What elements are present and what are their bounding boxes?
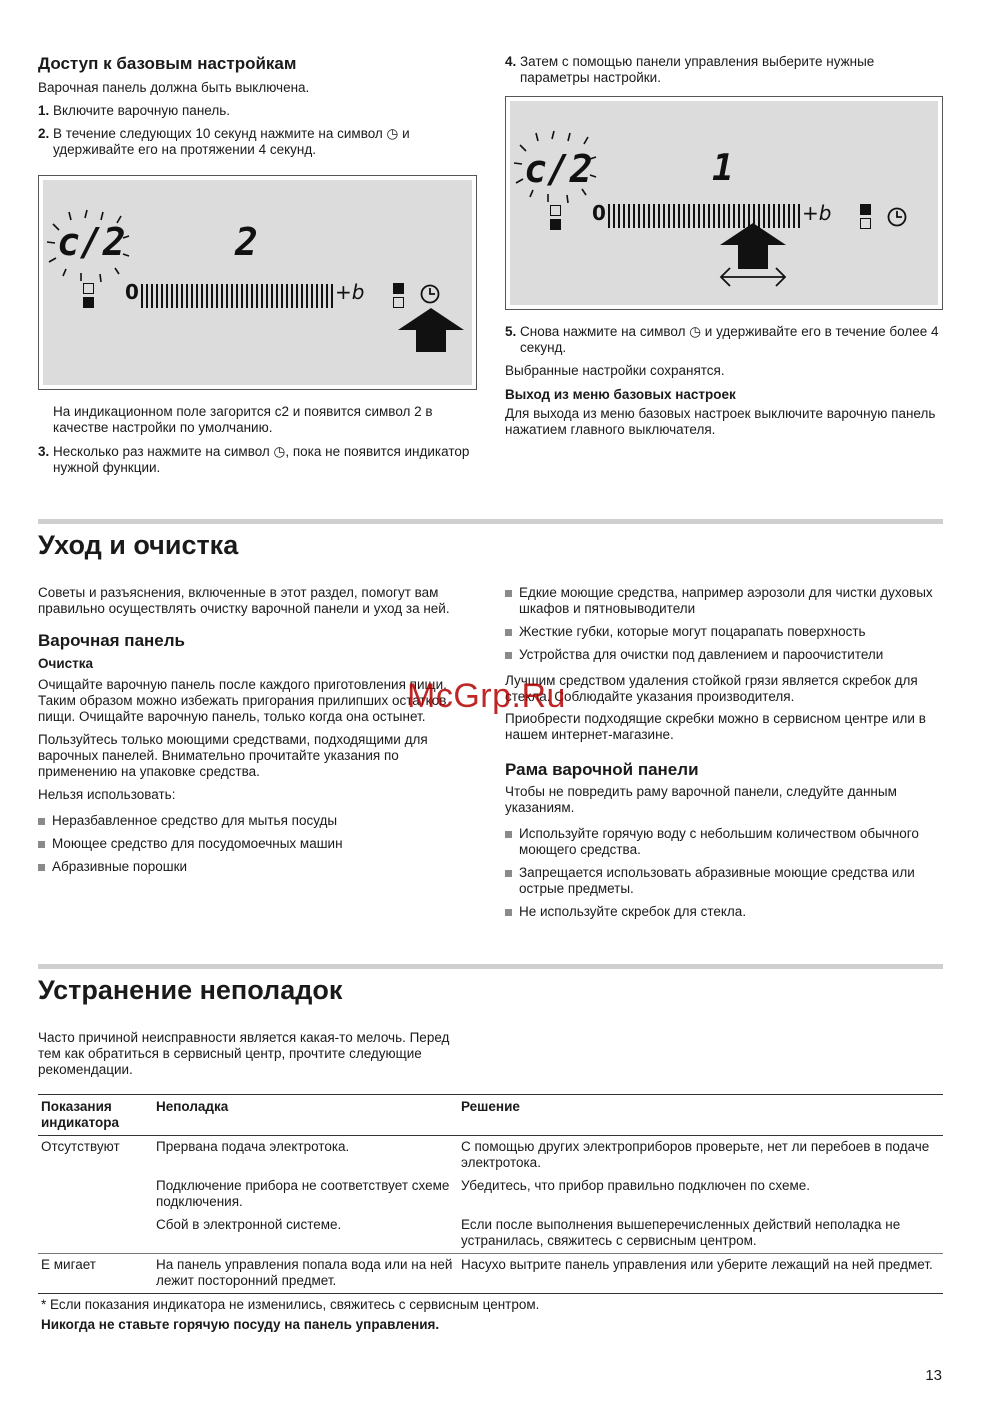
indicator-square-filled	[550, 219, 561, 230]
cell-solution: Если после выполнения вышеперечисленных действий неполадка не устранилась, свяжитесь с сервисным центром.	[461, 1217, 901, 1248]
timer-clock-icon[interactable]	[420, 284, 440, 304]
watermark: McGrp.Ru	[407, 677, 566, 715]
indicator-square-empty	[83, 283, 94, 294]
step-number: 3.	[38, 444, 50, 459]
display-setting-value: 1	[712, 148, 734, 189]
step-number: 5.	[505, 324, 517, 339]
bullet-square-icon	[38, 841, 45, 848]
header-solution: Решение	[461, 1099, 520, 1114]
bullet-square-icon	[505, 870, 512, 877]
display-setting-value: 2	[235, 220, 258, 264]
step-number: 4.	[505, 54, 517, 69]
step-4	[505, 54, 943, 93]
sec2-intro: Советы и разъяснения, включенные в этот раздел, помогут вам правильно осуществлять очистку варочной панели и уход за ней.	[38, 585, 450, 616]
sec2-left-column	[38, 585, 470, 882]
display-c-slash-2: c/2	[57, 220, 126, 264]
list-item-text: Используйте горячую воду с небольшим количеством обычного моющего средства.	[519, 826, 919, 857]
table-header-row	[38, 1095, 943, 1136]
slider-control[interactable]	[141, 284, 333, 308]
step-text: Включите варочную панель.	[53, 103, 230, 118]
settings-saved-text: Выбранные настройки сохранятся.	[505, 363, 725, 378]
display-c-slash-2: c/2	[524, 147, 593, 191]
cell-solution: Насухо вытрите панель управления или уберите лежащий на ней предмет.	[461, 1257, 933, 1272]
list-item	[505, 865, 943, 897]
troubleshooting-table	[38, 1094, 943, 1294]
table-row	[38, 1254, 943, 1294]
bullet-square-icon	[505, 831, 512, 838]
step-number: 2.	[38, 126, 50, 141]
control-panel-figure-2	[505, 96, 943, 310]
sec3-intro: Часто причиной неисправности является какая-то мелочь. Перед тем как обратиться в сервисный центр, прочтите следующие рекомендации.	[38, 1030, 450, 1077]
slider-zero-label: 0	[592, 201, 606, 225]
cell-fault: На панель управления попала вода или на ней лежит посторонний предмет.	[156, 1257, 453, 1288]
table-row	[38, 1136, 943, 1176]
timer-clock-icon[interactable]	[887, 207, 907, 227]
cleaning-p1: Очищайте варочную панель после каждого приготовления пищи. Таким образом можно избежать пригорания прилипших остатков пищи. Очищайте варочную панель, только когда она остынет.	[38, 677, 447, 724]
indicator-square-filled	[393, 283, 404, 294]
page-number: 13	[925, 1367, 942, 1384]
list-item-text: Жесткие губки, которые могут поцарапать поверхность	[519, 624, 866, 639]
cell-solution: С помощью других электроприборов проверьте, нет ли перебоев в подаче электротока.	[461, 1139, 930, 1170]
list-item-text: Не используйте скребок для стекла.	[519, 904, 747, 919]
list-item-text: Неразбавленное средство для мытья посуды	[52, 813, 338, 828]
step-4-row	[505, 54, 943, 86]
cleaning-title: Очистка	[38, 656, 94, 671]
scraper-text: Лучшим средством удаления стойкой грязи является скребок для стекла. Соблюдайте указания производителя.	[505, 673, 918, 704]
list-item	[505, 904, 943, 920]
step-3	[38, 444, 478, 483]
hob-subtitle: Варочная панель	[38, 631, 186, 650]
step-2	[38, 126, 478, 158]
cell-solution: Убедитесь, что прибор правильно подключен по схеме.	[461, 1178, 811, 1193]
list-item	[505, 647, 943, 663]
step-3-row	[38, 444, 478, 476]
cell-indicator: Отсутствуют	[41, 1139, 120, 1154]
list-item-text: Устройства для очистки под давлением и пароочистители	[519, 647, 884, 662]
header-indicator: Показания индикатора	[41, 1099, 120, 1130]
sec3-title: Устранение неполадок	[38, 975, 343, 1005]
sec1-right-lower	[505, 324, 943, 445]
frame-subtitle: Рама варочной панели	[505, 760, 699, 779]
header-fault: Неполадка	[156, 1099, 229, 1114]
cleaning-p3: Нельзя использовать:	[38, 787, 176, 802]
cell-fault: Подключение прибора не соответствует схеме подключения.	[156, 1178, 450, 1209]
bullet-square-icon	[505, 909, 512, 916]
slider-plus-label: +b	[802, 201, 832, 225]
indicator-square-empty	[393, 297, 404, 308]
slider-plus-label: +b	[335, 280, 365, 304]
step-5	[505, 324, 943, 356]
list-item	[38, 836, 470, 852]
cell-indicator	[38, 1214, 153, 1254]
indicator-square-empty	[860, 218, 871, 229]
footnote: * Если показания индикатора не изменились, свяжитесь с сервисным центром.	[41, 1297, 540, 1312]
step-number: 1.	[38, 103, 50, 118]
list-item	[505, 624, 943, 640]
step-1	[38, 103, 478, 119]
cleaning-p2: Пользуйтесь только моющими средствами, подходящими для варочных панелей. Внимательно прочитайте указания по применению на упаковке средства.	[38, 732, 428, 779]
list-item	[38, 859, 470, 875]
list-item-text: Абразивные порошки	[52, 859, 188, 874]
scraper-shop-text: Приобрести подходящие скребки можно в сервисном центре или в нашем интернет-магазине.	[505, 711, 926, 742]
bullet-square-icon	[505, 629, 512, 636]
step-text: Затем с помощью панели управления выберите нужные параметры настройки.	[520, 54, 875, 85]
sec1-left-column	[38, 54, 478, 165]
sec1-title: Доступ к базовым настройкам	[38, 54, 297, 73]
warning-text: Никогда не ставьте горячую посуду на панель управления.	[41, 1317, 440, 1332]
bullet-square-icon	[505, 590, 512, 597]
bullet-square-icon	[505, 652, 512, 659]
cell-fault: Сбой в электронной системе.	[156, 1217, 342, 1232]
section-divider	[38, 964, 943, 969]
exit-menu-title: Выход из меню базовых настроек	[505, 387, 736, 402]
cell-indicator: E мигает	[41, 1257, 96, 1272]
step-text: В течение следующих 10 секунд нажмите на символ ◷ и удерживайте его на протяжении 4 секунд.	[53, 126, 410, 157]
sec1-intro: Варочная панель должна быть выключена.	[38, 80, 310, 95]
list-item	[505, 585, 943, 617]
list-item	[38, 813, 470, 829]
bullet-square-icon	[38, 818, 45, 825]
fig1-note: На индикационном поле загорится c2 и появится символ 2 в качестве настройки по умолчанию.	[53, 404, 433, 435]
table-row	[38, 1175, 943, 1214]
list-item	[505, 826, 943, 858]
indicator-square-filled	[83, 297, 94, 308]
double-arrow-horizontal-icon	[718, 265, 788, 289]
frame-intro: Чтобы не повредить раму варочной панели, следуйте данным указаниям.	[505, 784, 897, 815]
sec2-right-column	[505, 585, 943, 927]
control-panel-figure-1	[38, 175, 477, 390]
cell-indicator	[38, 1175, 153, 1214]
bullet-square-icon	[38, 864, 45, 871]
exit-menu-text: Для выхода из меню базовых настроек выключите варочную панель нажатием главного выключателя.	[505, 406, 936, 437]
arrow-up-icon	[398, 308, 464, 352]
step-text: Несколько раз нажмите на символ ◷, пока не появится индикатор нужной функции.	[53, 444, 470, 475]
arrow-up-icon	[720, 223, 786, 269]
section-divider	[38, 519, 943, 524]
list-item-text: Запрещается использовать абразивные моющие средства или острые предметы.	[519, 865, 915, 896]
sec2-title: Уход и очистка	[38, 530, 239, 560]
table-row	[38, 1214, 943, 1254]
slider-zero-label: 0	[125, 280, 139, 304]
list-item-text: Едкие моющие средства, например аэрозоли для чистки духовых шкафов и пятновыводители	[519, 585, 933, 616]
cell-fault: Прервана подача электротока.	[156, 1139, 350, 1154]
step-text: Снова нажмите на символ ◷ и удерживайте его в течение более 4 секунд.	[520, 324, 939, 355]
list-item-text: Моющее средство для посудомоечных машин	[52, 836, 343, 851]
indicator-square-filled	[860, 204, 871, 215]
indicator-square-empty	[550, 205, 561, 216]
